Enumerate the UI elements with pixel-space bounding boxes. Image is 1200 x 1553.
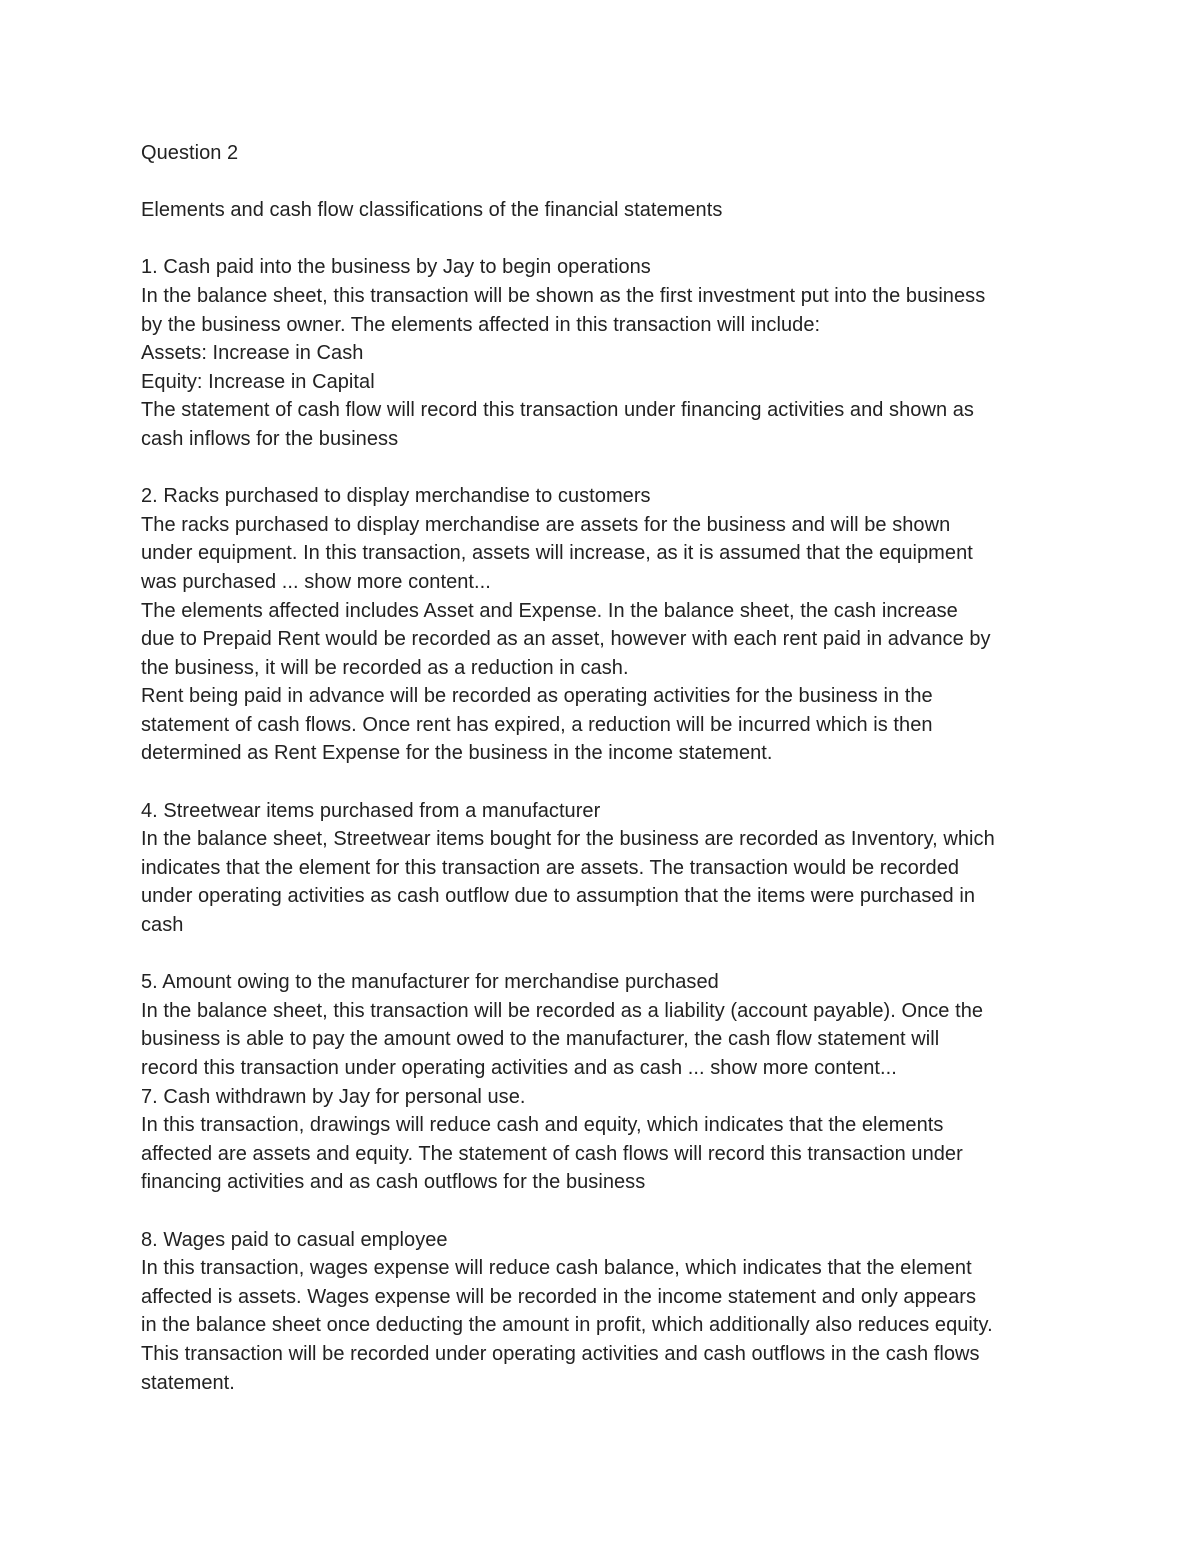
answer-section (141, 482, 1081, 768)
paragraph-line: determined as Rent Expense for the business in the income statement. (141, 742, 773, 765)
answer-section (141, 1226, 1081, 1398)
paragraph-line: In this transaction, wages expense will reduce cash balance, which indicates that the element (141, 1257, 972, 1280)
answer-section (141, 253, 1081, 453)
spacer (141, 454, 1081, 483)
paragraph-line: affected is assets. Wages expense will be recorded in the income statement and only appears (141, 1285, 977, 1308)
paragraph-line: under equipment. In this transaction, assets will increase, as it is assumed that the equipment (141, 542, 973, 565)
paragraph-line: cash inflows for the business (141, 427, 399, 450)
paragraph-line: In the balance sheet, this transaction will be recorded as a liability (account payable). Once the (141, 999, 984, 1022)
paragraph-line: indicates that the element for this transaction are assets. The transaction would be recorded (141, 856, 960, 879)
paragraph-line: due to Prepaid Rent would be recorded as an asset, however with each rent paid in advance by (141, 628, 991, 651)
answer-section (141, 797, 1081, 940)
paragraph-line: In the balance sheet, Streetwear items bought for the business are recorded as Inventory, which (141, 828, 995, 851)
section-heading: 8. Wages paid to casual employee (141, 1228, 448, 1251)
paragraph-line: The elements affected includes Asset and Expense. In the balance sheet, the cash increase (141, 599, 958, 622)
section-heading: 2. Racks purchased to display merchandise to customers (141, 485, 651, 508)
paragraph-line: record this transaction under operating activities and as cash ... show more content... (141, 1057, 897, 1079)
paragraph-line: Rent being paid in advance will be recorded as operating activities for the business in the (141, 685, 933, 708)
spacer (141, 1197, 1081, 1226)
paragraph-line: statement. (141, 1371, 235, 1394)
paragraph-line: The statement of cash flow will record this transaction under financing activities and shown as (141, 399, 974, 422)
paragraph-line: business is able to pay the amount owed to the manufacturer, the cash flow statement will (141, 1028, 940, 1051)
document-page (141, 139, 1081, 1397)
paragraph-line: In this transaction, drawings will reduce cash and equity, which indicates that the elements (141, 1114, 944, 1137)
paragraph-line: The racks purchased to display merchandise are assets for the business and will be shown (141, 513, 951, 536)
section-heading: 1. Cash paid into the business by Jay to begin operations (141, 256, 651, 279)
spacer (141, 225, 1081, 254)
paragraph-line: cash (141, 914, 184, 937)
paragraph-line: financing activities and as cash outflows for the business (141, 1171, 646, 1194)
paragraph-line: Equity: Increase in Capital (141, 370, 375, 393)
paragraph-line: 7. Cash withdrawn by Jay for personal use. (141, 1085, 526, 1108)
paragraph-line: was purchased ... show more content... (141, 570, 491, 593)
paragraph-line: in the balance sheet once deducting the amount in profit, which additionally also reduces equity. (141, 1314, 993, 1337)
section-heading: 4. Streetwear items purchased from a manufacturer (141, 799, 601, 822)
spacer (141, 940, 1081, 969)
paragraph-line: This transaction will be recorded under operating activities and cash outflows in the cash flows (141, 1342, 980, 1365)
question-heading: Question 2 (141, 142, 239, 164)
spacer (141, 768, 1081, 797)
paragraph-line: the business, it will be recorded as a reduction in cash. (141, 656, 629, 679)
paragraph-line: by the business owner. The elements affected in this transaction will include: (141, 313, 821, 336)
paragraph-line: under operating activities as cash outflow due to assumption that the items were purchased in (141, 885, 976, 908)
section-heading: 5. Amount owing to the manufacturer for merchandise purchased (141, 971, 719, 994)
paragraph-line: In the balance sheet, this transaction will be shown as the first investment put into the business (141, 284, 986, 307)
document-subtitle: Elements and cash flow classifications of the financial statements (141, 199, 723, 222)
answer-section (141, 968, 1081, 1197)
answer-sections (141, 253, 1081, 1397)
paragraph-line: statement of cash flows. Once rent has expired, a reduction will be incurred which is then (141, 713, 933, 736)
spacer (141, 168, 1081, 197)
paragraph-line: Assets: Increase in Cash (141, 342, 364, 365)
paragraph-line: affected are assets and equity. The statement of cash flows will record this transaction under (141, 1142, 963, 1165)
